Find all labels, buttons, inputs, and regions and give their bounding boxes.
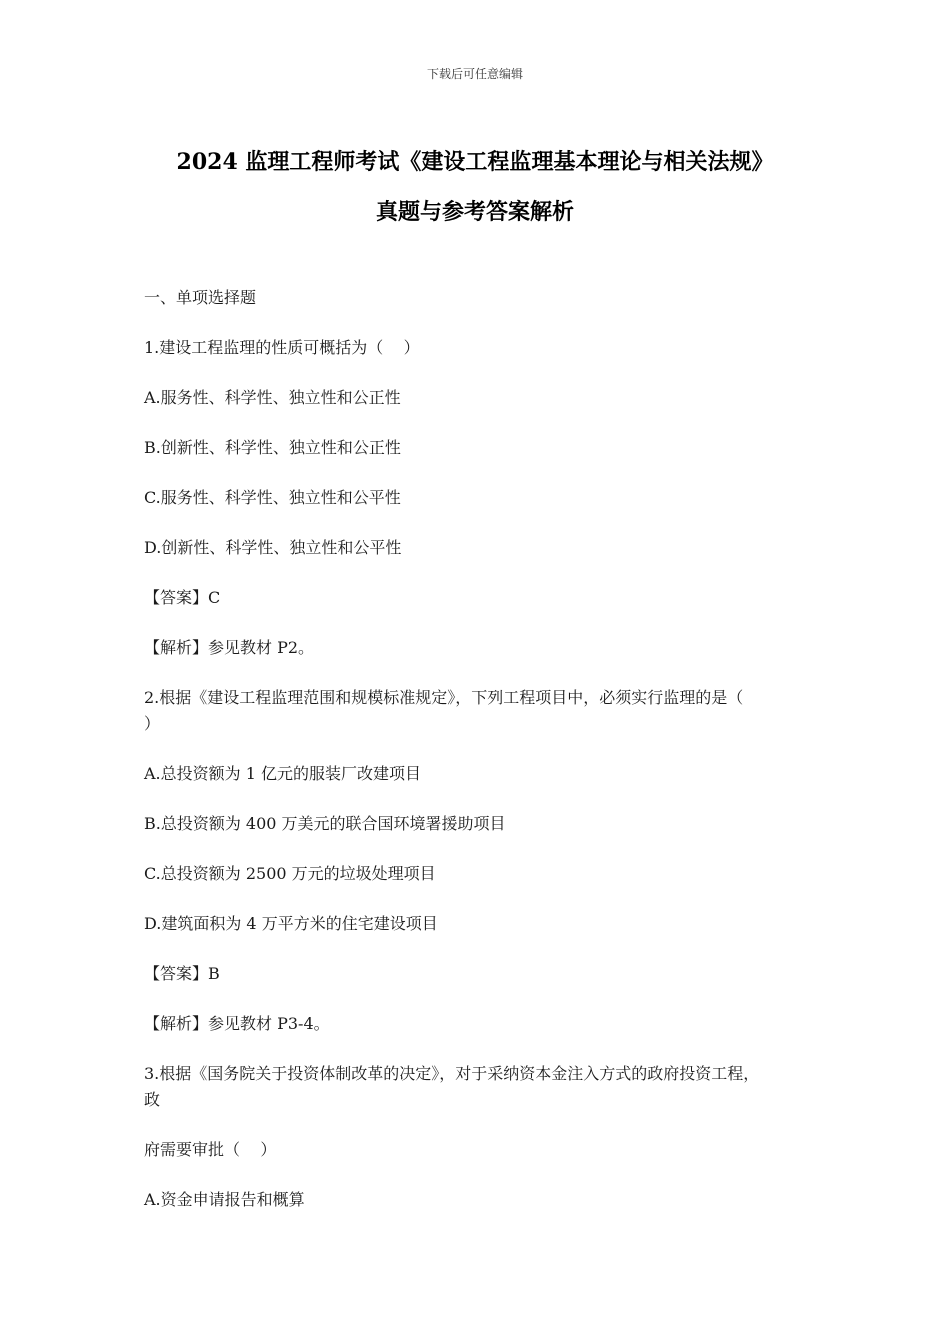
question-1-option-a: A.服务性、科学性、独立性和公正性	[144, 388, 401, 407]
question-1-option-b: B.创新性、科学性、独立性和公正性	[144, 438, 401, 457]
question-2-stem-line-1: 2.根据《建设工程监理范围和规模标准规定》，下列工程项目中，必须实行监理的是（	[144, 688, 744, 707]
question-3-stem-line-3: 府需要审批（ ）	[144, 1140, 277, 1159]
question-2-option-a: A.总投资额为 1 亿元的服装厂改建项目	[144, 764, 421, 783]
question-3-stem-line-2: 政	[144, 1090, 161, 1109]
section-heading: 一、单项选择题	[144, 288, 257, 307]
document-title-line-2: 真题与参考答案解析	[375, 199, 574, 225]
header-note: 下载后可任意编辑	[426, 67, 523, 81]
question-2-analysis: 【解析】参见教材 P3-4。	[144, 1014, 330, 1033]
question-2-answer: 【答案】B	[144, 964, 220, 983]
question-1-answer: 【答案】C	[144, 588, 221, 607]
document-body	[144, 286, 814, 1238]
question-2-option-b: B.总投资额为 400 万美元的联合国环境署援助项目	[144, 814, 506, 833]
question-3-option-a: A.资金申请报告和概算	[144, 1190, 305, 1209]
question-1-analysis: 【解析】参见教材 P2。	[144, 638, 315, 657]
question-2-stem-line-2: ）	[144, 714, 161, 733]
document-title-line-1: 2024 监理工程师考试《建设工程监理基本理论与相关法规》	[176, 149, 774, 175]
question-1-option-d: D.创新性、科学性、独立性和公平性	[144, 538, 402, 557]
question-1-stem: 1.建设工程监理的性质可概括为（ ）	[144, 338, 420, 357]
question-1-option-c: C.服务性、科学性、独立性和公平性	[144, 488, 401, 507]
question-3-stem-line-1: 3.根据《国务院关于投资体制改革的决定》，对于采纳资本金注入方式的政府投资工程，	[144, 1064, 760, 1083]
question-2-option-c: C.总投资额为 2500 万元的垃圾处理项目	[144, 864, 436, 883]
question-2-option-d: D.建筑面积为 4 万平方米的住宅建设项目	[144, 914, 438, 933]
